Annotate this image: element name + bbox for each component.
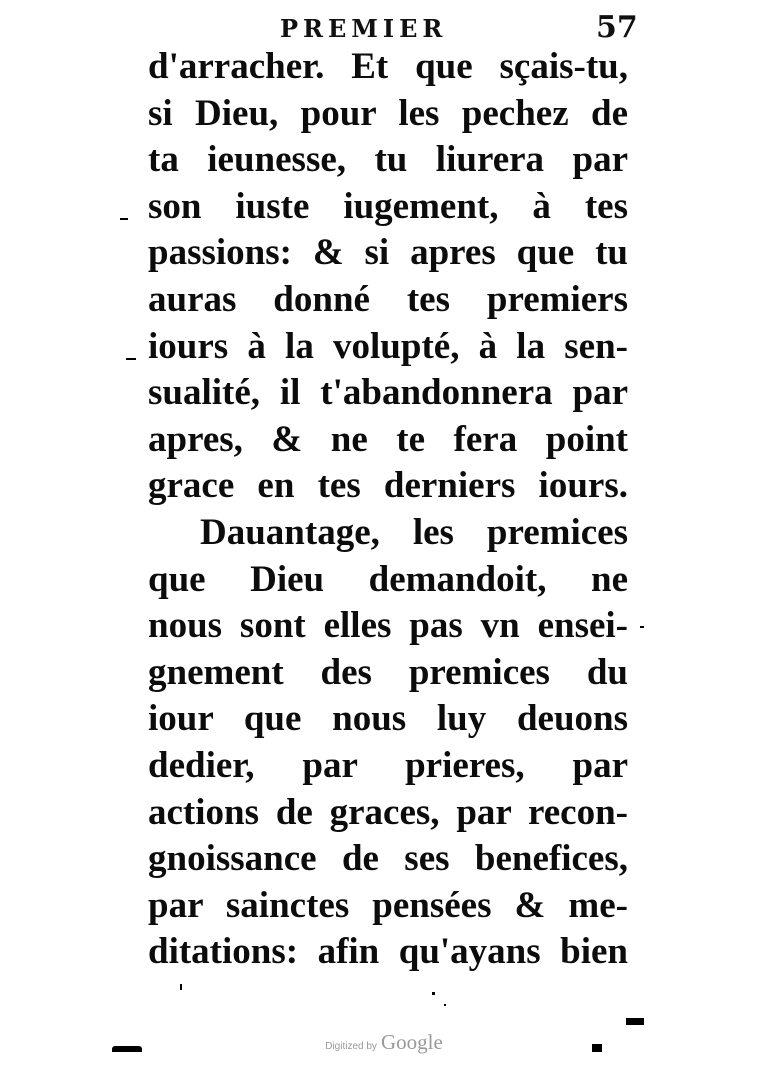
text-line: actions de graces, par recon-: [148, 791, 628, 833]
digitized-by-label: Digitized by: [325, 1041, 377, 1052]
paragraph-start-line: Dauantage, les premices: [200, 511, 628, 553]
digitization-watermark: [0, 1030, 768, 1055]
text-line: apres, & ne te fera point: [148, 418, 628, 460]
body-text: [148, 44, 628, 976]
text-line: si Dieu, pour les pechez de: [148, 92, 628, 134]
running-header: PREMIER: [280, 14, 448, 43]
text-line: ta ieunesse, tu liurera par: [148, 139, 628, 181]
text-line: ditations: afin qu'ayans bien: [148, 931, 628, 973]
text-line: sualité, il t'abandonnera par: [148, 372, 628, 414]
scan-artifact: [640, 626, 644, 628]
scan-artifact: [126, 358, 136, 360]
text-line: passions: & si apres que tu: [148, 232, 628, 274]
scan-artifact: [180, 984, 182, 990]
google-logo-text: Google: [380, 1030, 443, 1054]
text-line: auras donné tes premiers: [148, 278, 628, 320]
scan-artifact: [444, 1004, 446, 1006]
text-line: nous sont elles pas vn ensei-: [148, 605, 628, 647]
text-line: dedier, par prieres, par: [148, 744, 628, 786]
text-line: par sainctes pensées & me-: [148, 884, 628, 926]
text-line: d'arracher. Et que sçais-tu,: [148, 46, 628, 87]
text-line: iours à la volupté, à la sen-: [148, 325, 628, 367]
text-line: que Dieu demandoit, ne: [148, 558, 628, 600]
page-number: 57: [596, 10, 638, 45]
text-line: grace en tes derniers iours.: [148, 465, 628, 507]
text-line: son iuste iugement, à tes: [148, 185, 628, 227]
scan-artifact: [120, 218, 128, 220]
text-line: gnement des premices du: [148, 651, 628, 693]
scan-artifact: [626, 1018, 644, 1025]
text-line: gnoissance de ses benefices,: [148, 838, 628, 880]
text-line: iour que nous luy deuons: [148, 698, 628, 740]
scan-artifact: [432, 992, 435, 995]
